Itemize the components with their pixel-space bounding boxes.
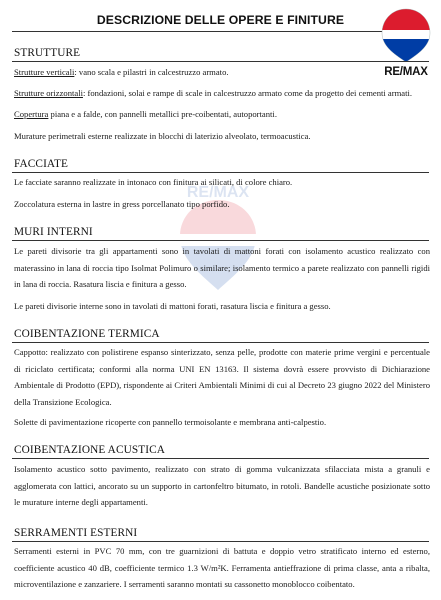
paragraph-murature: Murature perimetrali esterne realizzate in blocchi di laterizio alveolato, termoacustica.: [14, 131, 311, 141]
paragraph-muri-interni-2: Le pareti divisorie interne sono in tavolati di mattoni forati, rasatura liscia e finitura a gesso.: [14, 301, 331, 311]
paragraph-facciate-2: Zoccolatura esterna in lastre in gress porcellanato tipo porfido.: [14, 199, 230, 209]
paragraph-strutture-orizzontali: [14, 85, 430, 102]
label-strutture-verticali: Strutture verticali: [14, 67, 75, 77]
watermark-text: RE/MAX: [186, 184, 250, 201]
heading-rule-muri-interni: [12, 240, 429, 241]
text-strutture-orizzontali: : fondazioni, solai e rampe di scale in calcestruzzo armato come da progetto dei cementi armati.: [82, 88, 413, 98]
heading-coibentazione-termica: COIBENTAZIONE TERMICA: [14, 328, 160, 340]
paragraph-strutture-verticali: [14, 64, 430, 81]
heading-muri-interni: MURI INTERNI: [14, 226, 93, 238]
heading-serramenti-esterni: SERRAMENTI ESTERNI: [14, 527, 138, 539]
heading-strutture: STRUTTURE: [14, 47, 81, 59]
label-copertura: Copertura: [14, 109, 49, 119]
heading-facciate: FACCIATE: [14, 158, 68, 170]
heading-coibentazione-acustica: COIBENTAZIONE ACUSTICA: [14, 444, 165, 456]
text-copertura: piana e a falde, con pannelli metallici pre-coibentati, autoportanti.: [48, 109, 277, 119]
label-strutture-orizzontali: Strutture orizzontali: [14, 88, 83, 98]
paragraph-facciate-1: Le facciate saranno realizzate in intonaco con finitura ai silicati, di colore chiaro.: [14, 177, 293, 187]
document-title: DESCRIZIONE DELLE OPERE E FINITURE: [96, 13, 345, 27]
heading-rule-strutture: [12, 61, 429, 62]
balloon-icon: [380, 6, 432, 64]
paragraph-serramenti-esterni-1: Serramenti esterni in PVC 70 mm, con tre guarnizioni di battuta e doppio vetro stratificato interno ed esterno, coefficiente acustico 40 dB, coefficiente termico 1.3 W/m²K. Ferramenta antieffrazione di prima classe, anta a ribalta, microventilazione e zanzariere. I serramenti saranno montati su cassonetto monoblocco coibentato.: [14, 546, 430, 589]
text-strutture-verticali: : vano scala e pilastri in calcestruzzo armato.: [74, 67, 229, 77]
logo-text: RE/MAX: [384, 66, 428, 78]
heading-rule-facciate: [12, 172, 429, 173]
heading-rule-coibentazione-termica: [12, 342, 429, 343]
paragraph-coibentazione-termica-2: Solette di pavimentazione ricoperte con pannello termoisolante e membrana anti-calpestio.: [14, 417, 327, 427]
paragraph-coibentazione-termica-1: Cappotto: realizzato con polistirene espanso sinterizzato, senza pelle, prodotte con materie prime vergini e percentuale di riciclato certificata; conformi alla norma UNI EN 13163. Il sistema dovrà essere provvisto di Dichiarazione Ambientale di Prodotto (EPD), rispondente ai Criteri Ambientali Minimi di cui al Decreto 23 giugno 2022 del Ministero della Transizione Ecologica.: [14, 347, 430, 407]
paragraph-copertura: [14, 106, 430, 123]
title-underline: [12, 31, 429, 32]
heading-rule-coibentazione-acustica: [12, 458, 429, 459]
heading-rule-serramenti-esterni: [12, 541, 429, 542]
paragraph-coibentazione-acustica-1: Isolamento acustico sotto pavimento, realizzato con strato di gomma vulcanizzata sfilacciata mista a granuli e agglomerata con lattici, ancorato su un supporto in cartonfeltro bitumato, in rotoli. Bandelle acustiche posizionate sotto le murature interne degli appartamenti.: [14, 464, 430, 507]
paragraph-muri-interni-1: Le pareti divisorie tra gli appartamenti sono in tavolati di mattoni forati con isolamento acustico realizzato con materassino in lana di roccia tipo Isolmat Polimuro o similare; isolamento termico a parete realizzato con pannelli rigidi in lana di roccia. Rasatura liscia e finitura a gesso.: [14, 246, 430, 289]
